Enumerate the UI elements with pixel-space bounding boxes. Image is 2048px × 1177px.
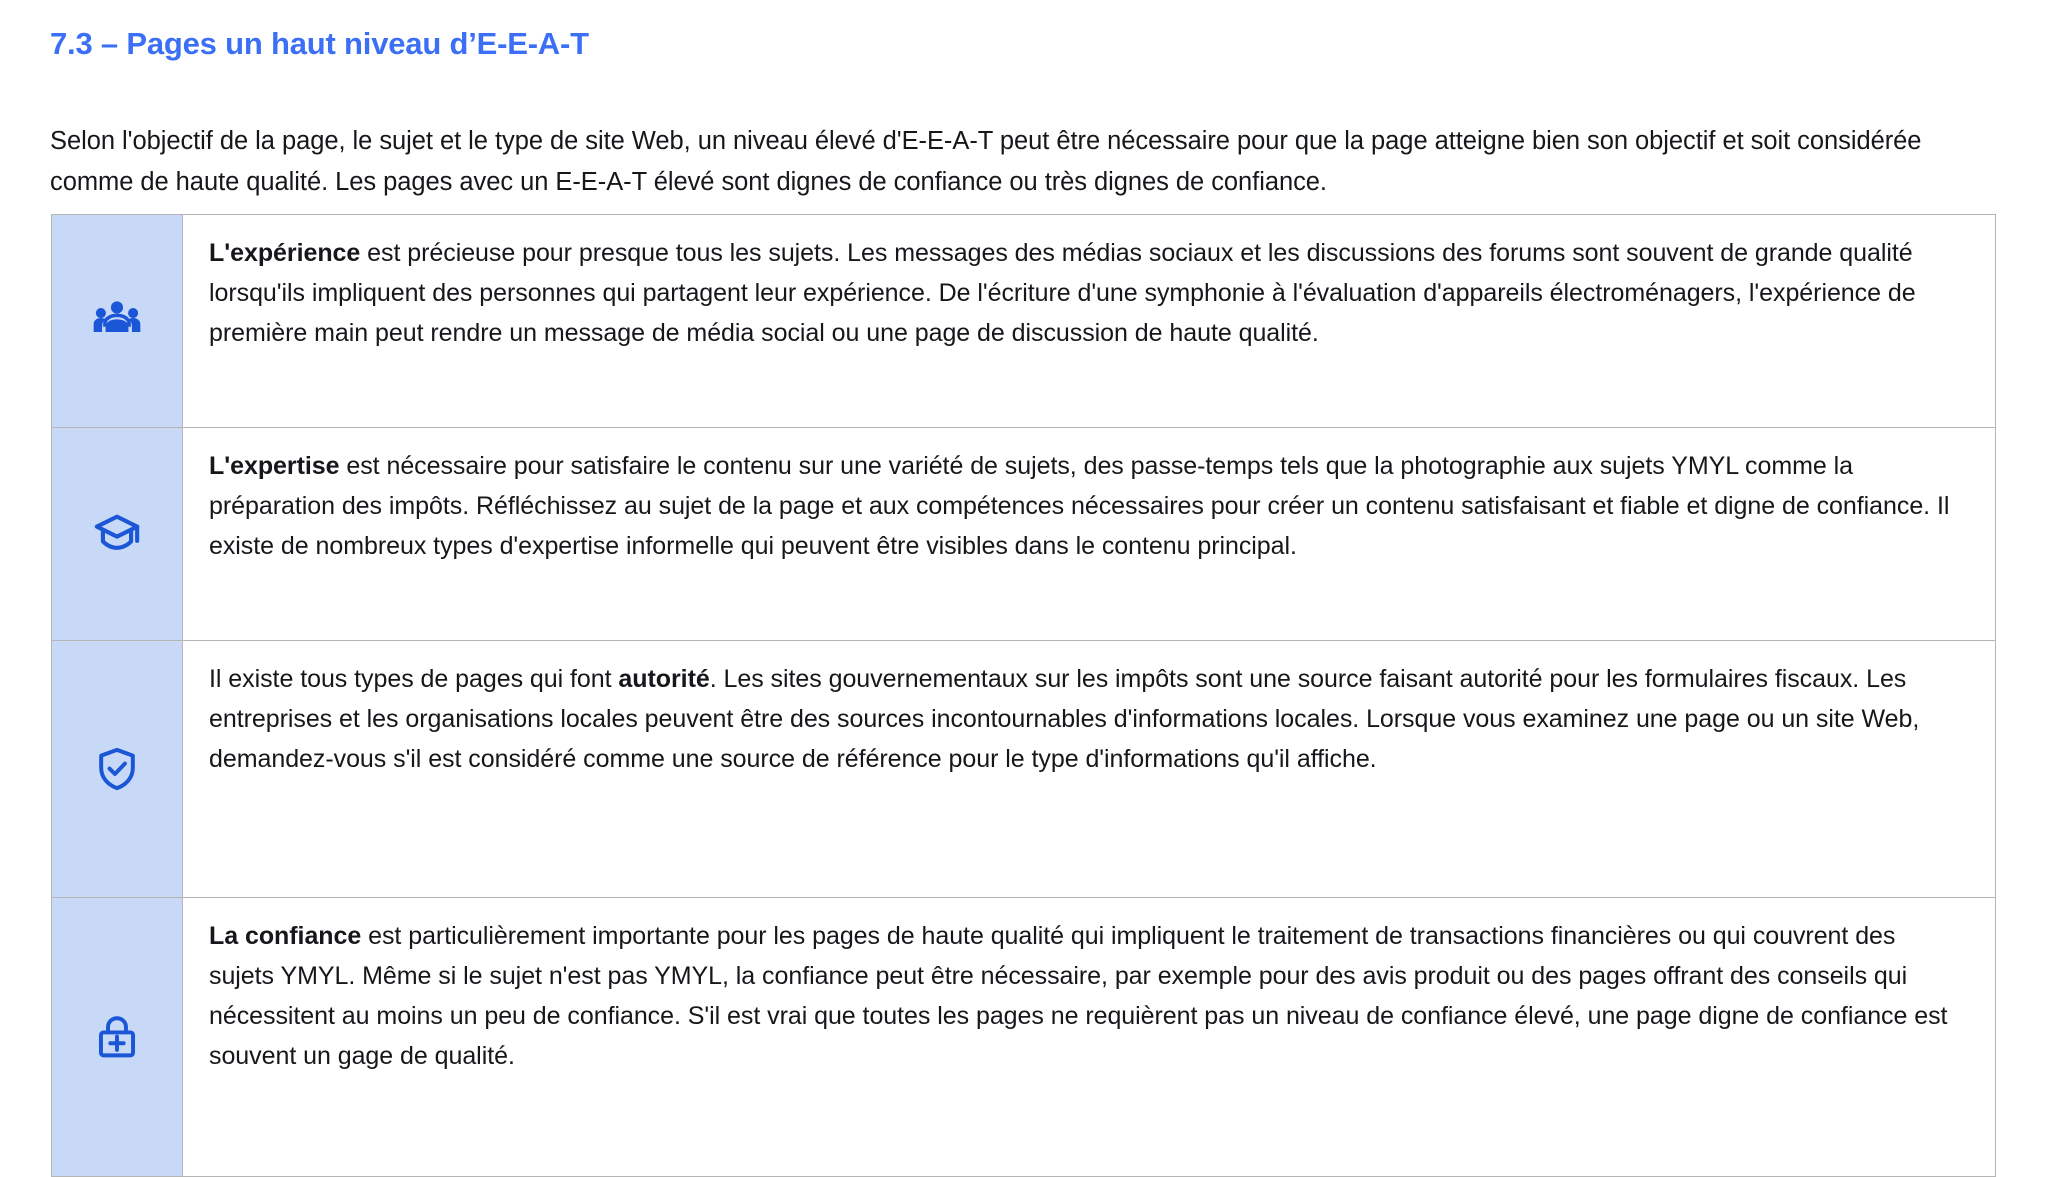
- text-cell-trust: [183, 898, 1996, 1177]
- page-title: 7.3 – Pages un haut niveau d’E-E-A-T: [50, 26, 589, 61]
- row-lead-term: L'expérience: [209, 239, 361, 267]
- icon-cell-trust: [52, 898, 183, 1177]
- graduation-cap-icon: [52, 428, 182, 640]
- row-body-text: est particulièrement importante pour les pages de haute qualité qui impliquent le traitement de transactions financières ou qui couvrent des sujets YMYL. Même si le sujet n'est pas YMYL, la confiance peut être nécessaire, par exemple pour des avis produit ou des pages offrant des conseils qui nécessitent au moins un peu de confiance. S'il est vrai que toutes les pages ne requièrent pas un niveau de confiance élevé, une page digne de confiance est souvent un gage de qualité.: [209, 922, 1948, 1070]
- eeat-table: [51, 214, 1996, 1177]
- row-prefix-text: Il existe tous types de pages qui font: [209, 665, 619, 693]
- shield-check-icon: [52, 641, 182, 897]
- eeat-table-body: [52, 215, 1996, 1177]
- row-lead-term: La confiance: [209, 922, 362, 950]
- text-cell-authority: [183, 641, 1996, 898]
- lock-plus-icon: [52, 898, 182, 1176]
- text-cell-experience: [183, 215, 1996, 428]
- row-body-text: est précieuse pour presque tous les sujets. Les messages des médias sociaux et les discussions des forums sont souvent de grande qualité lorsqu'ils impliquent des personnes qui partagent leur expérience. De l'écriture d'une symphonie à l'évaluation d'appareils électroménagers, l'expérience de première main peut rendre un message de média social ou une page de discussion de haute qualité.: [209, 239, 1916, 347]
- table-row: [52, 898, 1996, 1177]
- row-body-text: est nécessaire pour satisfaire le contenu sur une variété de sujets, des passe-temps tels que la photographie aux sujets YMYL comme la préparation des impôts. Réfléchissez au sujet de la page et aux compétences nécessaires pour créer un contenu satisfaisant et fiable et digne de confiance. Il existe de nombreux types d'expertise informelle qui peuvent être visibles dans le contenu principal.: [209, 452, 1950, 560]
- text-cell-expertise: [183, 428, 1996, 641]
- row-lead-term: autorité: [618, 665, 710, 693]
- groups-icon: [52, 215, 182, 427]
- row-lead-term: L'expertise: [209, 452, 340, 480]
- icon-cell-expertise: [52, 428, 183, 641]
- table-row: [52, 215, 1996, 428]
- icon-cell-experience: [52, 215, 183, 428]
- intro-paragraph: Selon l'objectif de la page, le sujet et le type de site Web, un niveau élevé d'E-E-A-T peut être nécessaire pour que la page atteigne bien son objectif et soit considérée comme de haute qualité. Les pages avec un E-E-A-T élevé sont dignes de confiance ou très dignes de confiance.: [50, 126, 1922, 196]
- table-row: [52, 641, 1996, 898]
- icon-cell-authority: [52, 641, 183, 898]
- table-row: [52, 428, 1996, 641]
- row-body-text: . Les sites gouvernementaux sur les impôts sont une source faisant autorité pour les formulaires fiscaux. Les entreprises et les organisations locales peuvent être des sources incontournables d'informations locales. Lorsque vous examinez une page ou un site Web, demandez-vous s'il est considéré comme une source de référence pour le type d'informations qu'il affiche.: [209, 665, 1920, 773]
